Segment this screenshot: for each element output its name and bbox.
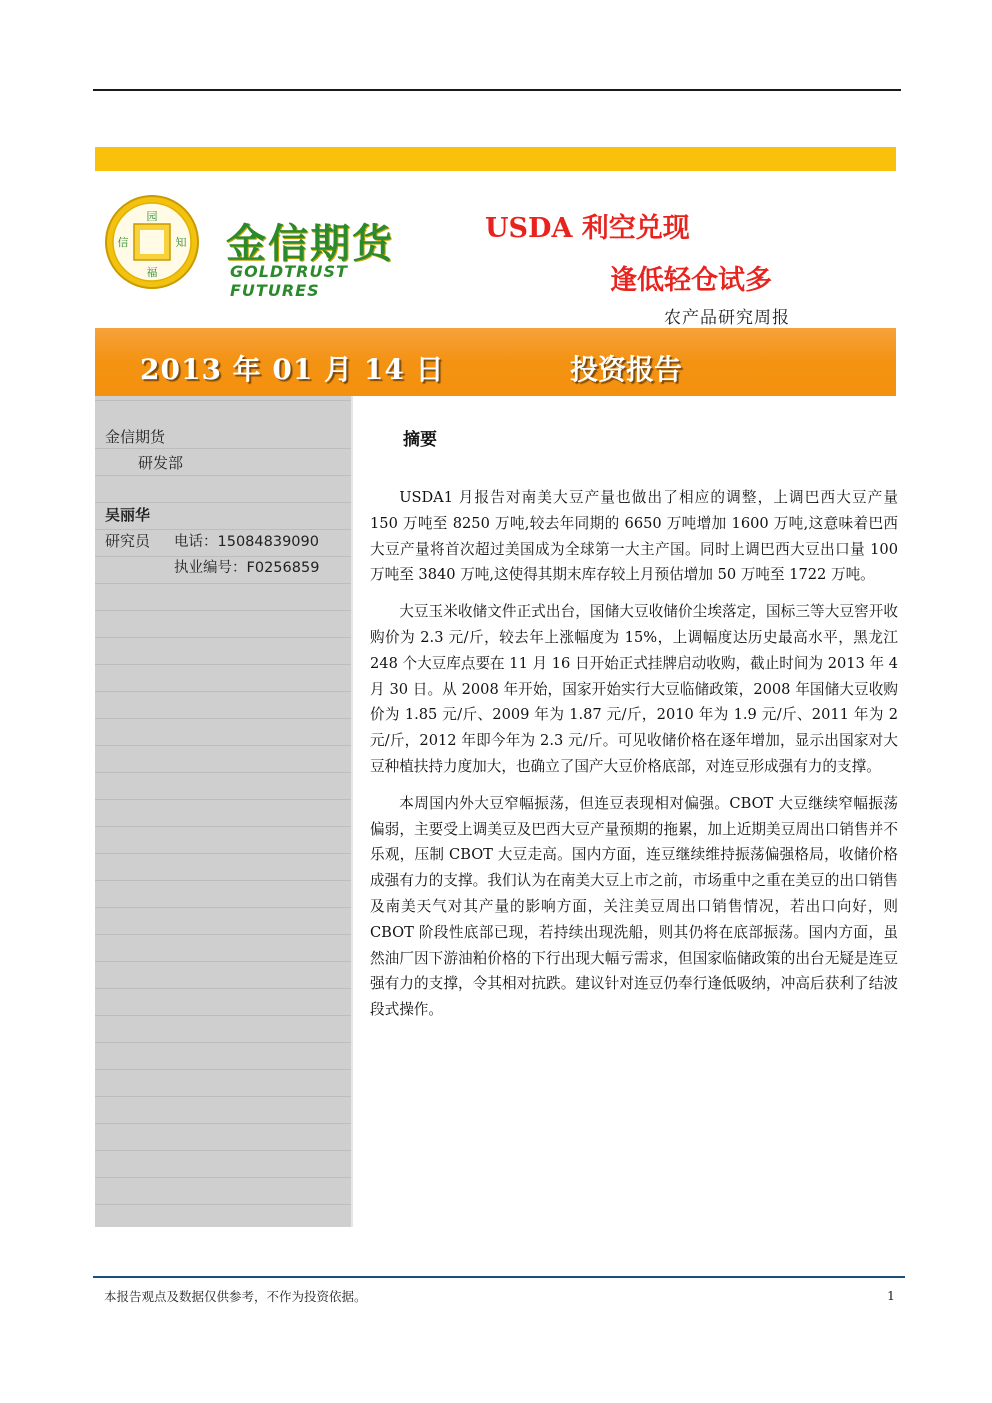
- report-title-line2: 逢低轻仓试多: [610, 265, 772, 296]
- abstract-title: 摘要: [403, 430, 437, 450]
- abstract-body: [370, 485, 898, 1034]
- sidebar-company: 金信期货: [105, 428, 166, 446]
- report-title-line1: USDA 利空兑现: [485, 213, 690, 244]
- company-logo: [104, 194, 434, 300]
- abstract-paragraph: USDA1 月报告对南美大豆产量也做出了相应的调整，上调巴西大豆产量 150 万吨至 8250 万吨,较去年同期的 6650 万吨增加 1600 万吨,这意味着巴西大豆产量将首次超过美国成为全球第一大主产国。同时上调巴西大豆出口量 100 万吨至 3840 万吨,这使得其期末库存较上月预估增加 50 万吨至 1722 万吨。: [370, 489, 898, 584]
- coin-char-left: 信: [117, 236, 129, 249]
- report-type: 投资报告: [570, 353, 683, 386]
- coin-char-top: 园: [146, 210, 158, 223]
- sidebar-author: 吴丽华: [105, 506, 151, 524]
- sidebar-phone: 电话：15084839090: [174, 534, 319, 550]
- logo-name-en: GOLDTRUST FUTURES: [230, 262, 348, 300]
- logo-name-cn: 金信期货: [226, 221, 394, 267]
- report-subtitle: 农产品研究周报: [664, 308, 790, 328]
- sidebar-license: 执业编号：F0256859: [174, 560, 320, 576]
- sidebar-role: 研究员: [105, 532, 151, 550]
- page-number: 1: [887, 1288, 895, 1303]
- report-date: 2013 年 01 月 14 日: [140, 353, 445, 386]
- footer-rule: [93, 1276, 905, 1278]
- footer-disclaimer: 本报告观点及数据仅供参考，不作为投资依据。: [104, 1289, 367, 1304]
- coin-char-right: 知: [175, 236, 187, 249]
- yellow-header-band: [95, 147, 896, 171]
- coin-char-bottom: 福: [146, 266, 158, 279]
- sidebar-department: 研发部: [138, 454, 184, 472]
- gold-coin-logo-icon: [104, 194, 200, 290]
- orange-date-band: [95, 328, 896, 396]
- top-rule: [93, 89, 901, 91]
- author-sidebar: [95, 396, 353, 1227]
- abstract-paragraph: 本周国内外大豆窄幅振荡，但连豆表现相对偏强。CBOT 大豆继续窄幅振荡偏弱，主要受上调美豆及巴西大豆产量预期的拖累，加上近期美豆周出口销售并不乐观，压制 CBOT 大豆走高。国内方面，连豆继续维持振荡偏强格局，收储价格成强有力的支撑。我们认为在南美大豆上市之前，市场重中之重在美豆的出口销售及南美天气对其产量的影响方面，关注美豆周出口销售情况，若出口向好，则 CBOT 阶段性底部已现，若持续出现洗船，则其仍将在底部振荡。国内方面，虽然油厂因下游油粕价格的下行出现大幅亏需求，但国家临储政策的出台无疑是连豆强有力的支撑，令其相对抗跌。建议针对连豆仍奉行逢低吸纳，冲高后获利了结波段式操作。: [370, 794, 898, 1019]
- abstract-paragraph: 大豆玉米收储文件正式出台，国储大豆收储价尘埃落定，国标三等大豆窖开收购价为 2.3 元/斤，较去年上涨幅度为 15%，上调幅度达历史最高水平，黑龙江 248 个大豆库点要在 11 月 16 日开始正式挂牌启动收购，截止时间为 2013 年 4 月 30 日。从 2008 年开始，国家开始实行大豆临储政策，2008 年国储大豆收购价为 1.85 元/斤、2009 年为 1.87 元/斤，2010 年为 1.9 元/斤、2011 年为 2 元/斤，2012 年即今年为 2.3 元/斤。可见收储价格在逐年增加，显示出国家对大豆种植扶持力度加大，也确立了国产大豆价格底部，对连豆形成强有力的支撑。: [370, 603, 898, 775]
